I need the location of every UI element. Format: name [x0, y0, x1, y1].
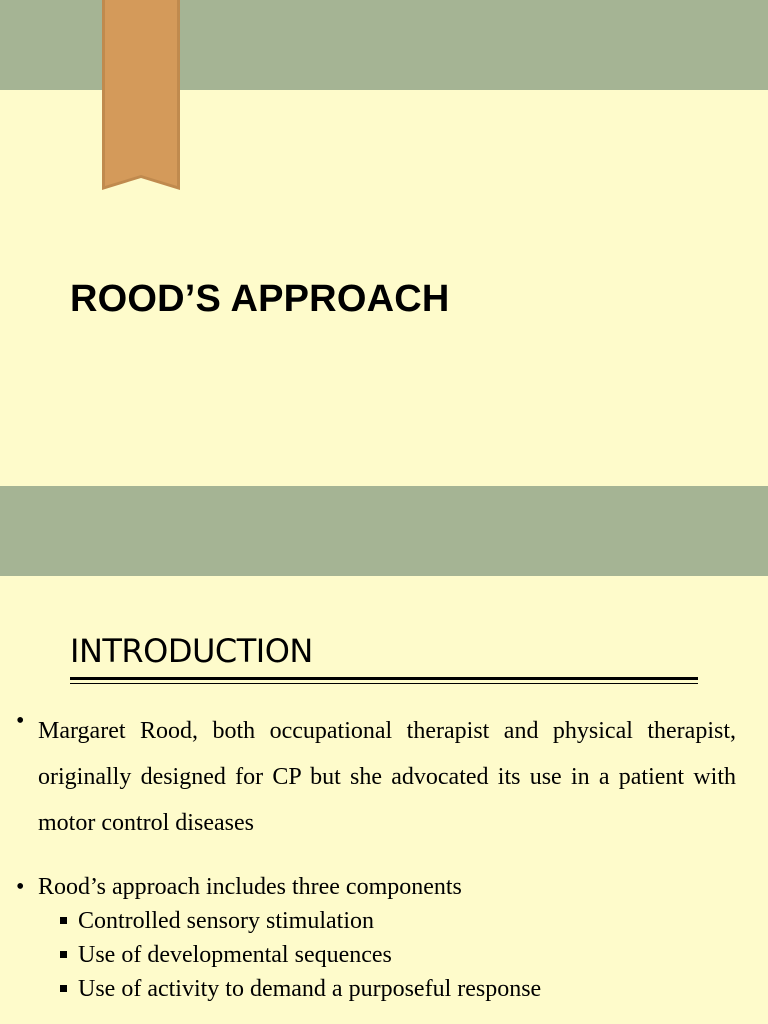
sub-bullet-item [58, 904, 541, 938]
slide-heading: INTRODUCTION [70, 632, 313, 670]
bullet-text: Rood’s approach includes three components [38, 874, 462, 900]
introduction-slide [0, 486, 768, 1024]
square-bullet-icon [60, 951, 67, 958]
sub-bullet-item [58, 938, 541, 972]
sub-bullet-item [58, 972, 541, 1006]
sub-bullet-list [58, 904, 541, 1006]
square-bullet-icon [60, 917, 67, 924]
heading-underline-thin [70, 683, 698, 684]
bullet-item [16, 872, 736, 902]
title-slide [0, 0, 768, 486]
bullet-dot-icon: • [16, 874, 25, 900]
sub-bullet-text: Controlled sensory stimulation [78, 908, 374, 934]
top-band [0, 486, 768, 576]
square-bullet-icon [60, 985, 67, 992]
bookmark-ribbon-icon [102, 0, 180, 192]
sub-bullet-text: Use of activity to demand a purposeful response [78, 976, 542, 1002]
bullet-item [16, 708, 736, 846]
slide-title: ROOD’S APPROACH [70, 278, 450, 320]
bullet-dot-icon: • [16, 708, 25, 734]
bullet-text: Margaret Rood, both occupational therapist and physical therapist, originally designed for CP but she advocated its use in a patient with motor control diseases [38, 718, 736, 836]
sub-bullet-text: Use of developmental sequences [78, 942, 392, 968]
heading-underline-thick [70, 677, 698, 680]
